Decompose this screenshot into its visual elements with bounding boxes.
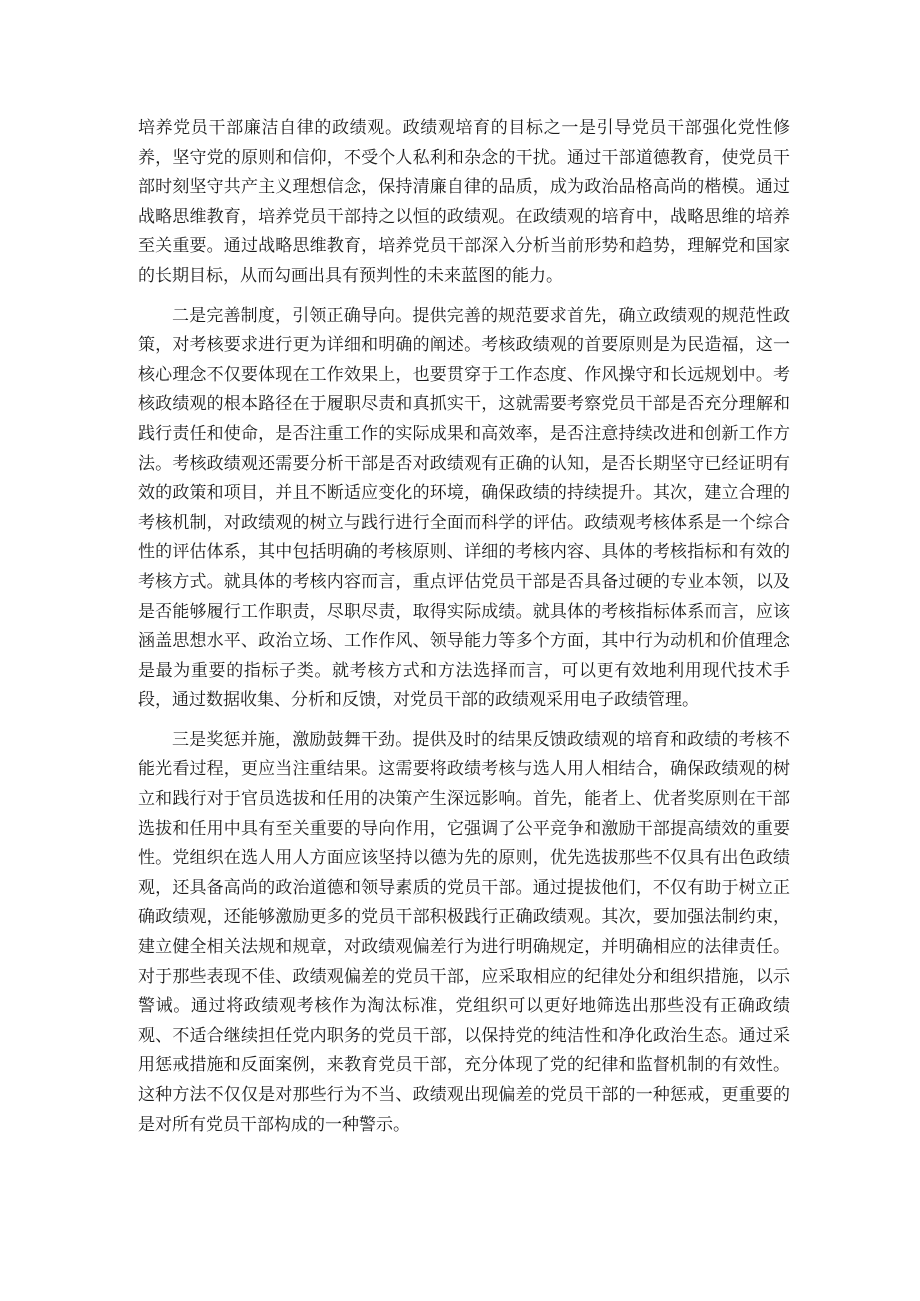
document-body: [138, 114, 790, 1150]
paragraph-cultivation-integrity: 培养党员干部廉洁自律的政绩观。政绩观培育的目标之一是引导党员干部强化党性修养，坚守党的原则和信仰，不受个人私利和杂念的干扰。通过干部道德教育，使党员干部时刻坚守共产主义理想信念，保持清廉自律的品质，成为政治品格高尚的楷模。通过战略思维教育，培养党员干部持之以恒的政绩观。在政绩观的培育中，战略思维的培养至关重要。通过战略思维教育，培养党员干部深入分析当前形势和趋势，理解党和国家的长期目标，从而勾画出具有预判性的未来蓝图的能力。: [138, 118, 790, 286]
paragraph-rewards-punishments: 三是奖惩并施，激励鼓舞干劲。提供及时的结果反馈政绩观的培育和政绩的考核不能光看过程，更应当注重结果。这需要将政绩考核与选人用人相结合，确保政绩观的树立和践行对于官员选拔和任用的决策产生深远影响。首先，能者上、优者奖原则在干部选拔和任用中具有至关重要的导向作用，它强调了公平竞争和激励干部提高绩效的重要性。党组织在选人用人方面应该坚持以德为先的原则，优先选拔那些不仅具有出色政绩观，还具备高尚的政治道德和领导素质的党员干部。通过提拔他们，不仅有助于树立正确政绩观，还能够激励更多的党员干部积极践行正确政绩观。其次，要加强法制约束，建立健全相关法规和规章，对政绩观偏差行为进行明确规定，并明确相应的法律责任。对于那些表现不佳、政绩观偏差的党员干部，应采取相应的纪律处分和组织措施，以示警诫。通过将政绩观考核作为淘汰标准，党组织可以更好地筛选出那些没有正确政绩观、不适合继续担任党内职务的党员干部，以保持党的纯洁性和净化政治生态。通过采用惩戒措施和反面案例，来教育党员干部，充分体现了党的纪律和监督机制的有效性。这种方法不仅仅是对那些行为不当、政绩观出现偏差的党员干部的一种惩戒，更重要的是对所有党员干部构成的一种警示。: [138, 729, 790, 1135]
paragraph-improve-system: 二是完善制度，引领正确导向。提供完善的规范要求首先，确立政绩观的规范性政策，对考核要求进行更为详细和明确的阐述。考核政绩观的首要原则是为民造福，这一核心理念不仅要体现在工作效果上，也要贯穿于工作态度、作风操守和长远规划中。考核政绩观的根本路径在于履职尽责和真抓实干，这就需要考察党员干部是否充分理解和践行责任和使命，是否注重工作的实际成果和高效率，是否注意持续改进和创新工作方法。考核政绩观还需要分析干部是否对政绩观有正确的认知，是否长期坚守已经证明有效的政策和项目，并且不断适应变化的环境，确保政绩的持续提升。其次，建立合理的考核机制，对政绩观的树立与践行进行全面而科学的评估。政绩观考核体系是一个综合性的评估体系，其中包括明确的考核原则、详细的考核内容、具体的考核指标和有效的考核方式。就具体的考核内容而言，重点评估党员干部是否具备过硬的专业本领，以及是否能够履行工作职责，尽职尽责，取得实际成绩。就具体的考核指标体系而言，应该涵盖思想水平、政治立场、工作作风、领导能力等多个方面，其中行为动机和价值理念是最为重要的指标子类。就考核方式和方法选择而言，可以更有效地利用现代技术手段，通过数据收集、分析和反馈，对党员干部的政绩观采用电子政绩管理。: [138, 305, 790, 711]
